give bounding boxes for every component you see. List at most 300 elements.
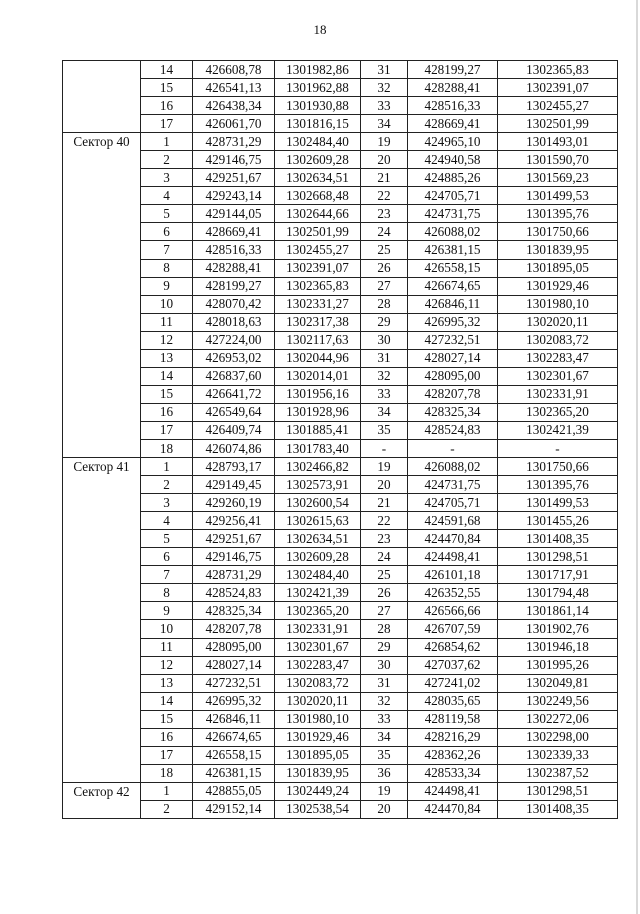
x-coordinate-cell: 426558,15 [193,746,275,764]
x-coordinate-2-cell: 428533,34 [408,764,498,782]
y-coordinate-cell: 1302600,54 [275,494,361,512]
x-coordinate-2-cell: 424498,41 [408,548,498,566]
point-number-2-cell: 25 [361,241,408,259]
table-row [63,421,618,439]
x-coordinate-2-cell: 424705,71 [408,494,498,512]
y-coordinate-cell: 1302301,67 [275,638,361,656]
table-row [63,782,618,800]
point-number-cell: 9 [141,277,193,295]
point-number-2-cell: 21 [361,494,408,512]
y-coordinate-2-cell: 1301750,66 [498,223,618,241]
y-coordinate-cell: 1302331,91 [275,620,361,638]
point-number-2-cell: 26 [361,584,408,602]
y-coordinate-2-cell: 1301499,53 [498,187,618,205]
y-coordinate-cell: 1302455,27 [275,241,361,259]
table-row [63,530,618,548]
point-number-cell: 12 [141,331,193,349]
x-coordinate-cell: 426953,02 [193,349,275,367]
x-coordinate-cell: 428731,29 [193,566,275,584]
point-number-cell: 4 [141,512,193,530]
y-coordinate-cell: 1302484,40 [275,133,361,151]
point-number-cell: 2 [141,151,193,169]
point-number-cell: 5 [141,205,193,223]
table-row [63,277,618,295]
y-coordinate-cell: 1302573,91 [275,476,361,494]
point-number-2-cell: 25 [361,566,408,584]
x-coordinate-cell: 428027,14 [193,656,275,674]
y-coordinate-2-cell: 1302020,11 [498,313,618,331]
y-coordinate-cell: 1302421,39 [275,584,361,602]
x-coordinate-cell: 426549,64 [193,403,275,421]
point-number-cell: 6 [141,223,193,241]
y-coordinate-2-cell: 1302501,99 [498,115,618,133]
point-number-2-cell: 35 [361,746,408,764]
point-number-cell: 17 [141,421,193,439]
point-number-cell: 17 [141,115,193,133]
x-coordinate-2-cell: 424965,10 [408,133,498,151]
x-coordinate-cell: 428199,27 [193,277,275,295]
point-number-cell: 5 [141,530,193,548]
point-number-cell: 16 [141,403,193,421]
x-coordinate-2-cell: 428362,26 [408,746,498,764]
point-number-2-cell: 24 [361,548,408,566]
point-number-cell: 3 [141,169,193,187]
point-number-cell: 4 [141,187,193,205]
point-number-cell: 17 [141,746,193,764]
y-coordinate-cell: 1301895,05 [275,746,361,764]
y-coordinate-cell: 1301929,46 [275,728,361,746]
point-number-2-cell: 30 [361,656,408,674]
y-coordinate-2-cell: 1302049,81 [498,674,618,692]
y-coordinate-2-cell: 1301569,23 [498,169,618,187]
point-number-2-cell: 28 [361,295,408,313]
y-coordinate-cell: 1301839,95 [275,764,361,782]
table-row [63,169,618,187]
x-coordinate-cell: 429243,14 [193,187,275,205]
x-coordinate-cell: 429149,45 [193,476,275,494]
y-coordinate-2-cell: 1302272,06 [498,710,618,728]
point-number-2-cell: 28 [361,620,408,638]
y-coordinate-cell: 1302083,72 [275,674,361,692]
table-row [63,151,618,169]
point-number-2-cell: 29 [361,638,408,656]
point-number-cell: 16 [141,97,193,115]
point-number-2-cell: 23 [361,205,408,223]
x-coordinate-cell: 426541,13 [193,79,275,97]
x-coordinate-2-cell: 426674,65 [408,277,498,295]
table-row [63,476,618,494]
x-coordinate-cell: 426409,74 [193,421,275,439]
y-coordinate-2-cell: 1301493,01 [498,133,618,151]
point-number-cell: 3 [141,494,193,512]
x-coordinate-cell: 428731,29 [193,133,275,151]
x-coordinate-cell: 428669,41 [193,223,275,241]
point-number-cell: 1 [141,782,193,800]
y-coordinate-2-cell: 1301861,14 [498,602,618,620]
point-number-cell: 11 [141,638,193,656]
x-coordinate-2-cell: 428325,34 [408,403,498,421]
x-coordinate-2-cell: 428524,83 [408,421,498,439]
x-coordinate-2-cell: 424731,75 [408,476,498,494]
y-coordinate-2-cell: 1302301,67 [498,367,618,385]
coordinates-table-body [63,61,618,819]
y-coordinate-2-cell: 1302083,72 [498,331,618,349]
x-coordinate-2-cell: 426707,59 [408,620,498,638]
x-coordinate-cell: 429146,75 [193,151,275,169]
x-coordinate-2-cell: 427037,62 [408,656,498,674]
point-number-cell: 7 [141,241,193,259]
y-coordinate-2-cell: 1301895,05 [498,259,618,277]
y-coordinate-2-cell: - [498,439,618,457]
y-coordinate-cell: 1302609,28 [275,548,361,566]
point-number-2-cell: 35 [361,421,408,439]
y-coordinate-cell: 1301982,86 [275,61,361,79]
y-coordinate-cell: 1301885,41 [275,421,361,439]
table-row [63,584,618,602]
page-number: 18 [313,22,327,37]
point-number-2-cell: 31 [361,349,408,367]
x-coordinate-2-cell: 428516,33 [408,97,498,115]
table-row [63,241,618,259]
x-coordinate-cell: 429152,14 [193,800,275,818]
y-coordinate-2-cell: 1302387,52 [498,764,618,782]
y-coordinate-2-cell: 1302298,00 [498,728,618,746]
y-coordinate-2-cell: 1301298,51 [498,548,618,566]
point-number-cell: 18 [141,764,193,782]
point-number-2-cell: 29 [361,313,408,331]
table-row [63,602,618,620]
point-number-2-cell: 20 [361,476,408,494]
y-coordinate-cell: 1302449,24 [275,782,361,800]
point-number-cell: 13 [141,674,193,692]
point-number-cell: 15 [141,710,193,728]
y-coordinate-2-cell: 1301408,35 [498,530,618,548]
x-coordinate-cell: 429251,67 [193,169,275,187]
x-coordinate-cell: 426074,86 [193,439,275,457]
x-coordinate-2-cell: 428095,00 [408,367,498,385]
x-coordinate-cell: 429146,75 [193,548,275,566]
point-number-cell: 15 [141,79,193,97]
y-coordinate-cell: 1301928,96 [275,403,361,421]
x-coordinate-2-cell: 424885,26 [408,169,498,187]
table-row [63,764,618,782]
x-coordinate-cell: 429260,19 [193,494,275,512]
y-coordinate-2-cell: 1302283,47 [498,349,618,367]
x-coordinate-2-cell: 424470,84 [408,530,498,548]
sector-label-cell [63,782,141,818]
x-coordinate-2-cell: 424470,84 [408,800,498,818]
point-number-2-cell: 22 [361,187,408,205]
sector-label: Сектор 42 [73,783,130,799]
x-coordinate-cell: 428855,05 [193,782,275,800]
table-row [63,97,618,115]
y-coordinate-cell: 1302466,82 [275,458,361,476]
point-number-2-cell: - [361,439,408,457]
y-coordinate-cell: 1302644,66 [275,205,361,223]
x-coordinate-2-cell: 426088,02 [408,458,498,476]
x-coordinate-cell: 426381,15 [193,764,275,782]
point-number-2-cell: 30 [361,331,408,349]
point-number-2-cell: 33 [361,97,408,115]
y-coordinate-2-cell: 1302421,39 [498,421,618,439]
y-coordinate-2-cell: 1301717,91 [498,566,618,584]
x-coordinate-2-cell: 428288,41 [408,79,498,97]
point-number-cell: 14 [141,367,193,385]
point-number-2-cell: 19 [361,133,408,151]
point-number-2-cell: 22 [361,512,408,530]
point-number-2-cell: 32 [361,79,408,97]
point-number-cell: 10 [141,295,193,313]
x-coordinate-2-cell: 426995,32 [408,313,498,331]
x-coordinate-cell: 428018,63 [193,313,275,331]
table-row [63,331,618,349]
point-number-cell: 7 [141,566,193,584]
point-number-2-cell: 33 [361,710,408,728]
y-coordinate-cell: 1302020,11 [275,692,361,710]
point-number-2-cell: 31 [361,674,408,692]
point-number-cell: 11 [141,313,193,331]
y-coordinate-2-cell: 1301499,53 [498,494,618,512]
x-coordinate-cell: 428793,17 [193,458,275,476]
x-coordinate-2-cell: 428207,78 [408,385,498,403]
x-coordinate-cell: 428288,41 [193,259,275,277]
table-row [63,710,618,728]
x-coordinate-2-cell: 424705,71 [408,187,498,205]
y-coordinate-2-cell: 1301750,66 [498,458,618,476]
y-coordinate-cell: 1302634,51 [275,530,361,548]
point-number-2-cell: 27 [361,602,408,620]
point-number-cell: 8 [141,259,193,277]
table-row [63,133,618,151]
y-coordinate-2-cell: 1301395,76 [498,476,618,494]
x-coordinate-2-cell: 426352,55 [408,584,498,602]
y-coordinate-cell: 1301980,10 [275,710,361,728]
y-coordinate-cell: 1302331,27 [275,295,361,313]
x-coordinate-2-cell: - [408,439,498,457]
x-coordinate-2-cell: 428035,65 [408,692,498,710]
table-row [63,403,618,421]
table-row [63,385,618,403]
x-coordinate-2-cell: 424731,75 [408,205,498,223]
point-number-2-cell: 36 [361,764,408,782]
table-row [63,746,618,764]
y-coordinate-2-cell: 1301929,46 [498,277,618,295]
y-coordinate-2-cell: 1301455,26 [498,512,618,530]
y-coordinate-cell: 1302117,63 [275,331,361,349]
y-coordinate-cell: 1302014,01 [275,367,361,385]
y-coordinate-2-cell: 1301902,76 [498,620,618,638]
x-coordinate-2-cell: 428216,29 [408,728,498,746]
point-number-2-cell: 19 [361,782,408,800]
table-row [63,458,618,476]
y-coordinate-cell: 1302501,99 [275,223,361,241]
y-coordinate-2-cell: 1301946,18 [498,638,618,656]
point-number-cell: 16 [141,728,193,746]
y-coordinate-cell: 1302484,40 [275,566,361,584]
y-coordinate-2-cell: 1302339,33 [498,746,618,764]
y-coordinate-2-cell: 1302365,20 [498,403,618,421]
x-coordinate-2-cell: 428199,27 [408,61,498,79]
table-row [63,674,618,692]
y-coordinate-2-cell: 1301980,10 [498,295,618,313]
x-coordinate-cell: 428207,78 [193,620,275,638]
table-row [63,728,618,746]
table-row [63,566,618,584]
point-number-cell: 13 [141,349,193,367]
y-coordinate-cell: 1301930,88 [275,97,361,115]
x-coordinate-2-cell: 424591,68 [408,512,498,530]
sector-label-cell [63,133,141,458]
y-coordinate-2-cell: 1301590,70 [498,151,618,169]
x-coordinate-cell: 427224,00 [193,331,275,349]
x-coordinate-2-cell: 426101,18 [408,566,498,584]
x-coordinate-cell: 428516,33 [193,241,275,259]
x-coordinate-cell: 426995,32 [193,692,275,710]
y-coordinate-2-cell: 1302249,56 [498,692,618,710]
point-number-cell: 2 [141,800,193,818]
y-coordinate-2-cell: 1301839,95 [498,241,618,259]
x-coordinate-cell: 426608,78 [193,61,275,79]
x-coordinate-2-cell: 426381,15 [408,241,498,259]
coordinates-table [62,60,618,819]
point-number-2-cell: 32 [361,367,408,385]
x-coordinate-cell: 426837,60 [193,367,275,385]
table-row [63,512,618,530]
point-number-cell: 14 [141,692,193,710]
table-row [63,79,618,97]
point-number-cell: 14 [141,61,193,79]
table-row [63,223,618,241]
point-number-cell: 2 [141,476,193,494]
point-number-2-cell: 34 [361,115,408,133]
x-coordinate-2-cell: 426854,62 [408,638,498,656]
table-row [63,494,618,512]
table-row [63,548,618,566]
x-coordinate-cell: 428325,34 [193,602,275,620]
y-coordinate-cell: 1301783,40 [275,439,361,457]
x-coordinate-2-cell: 424940,58 [408,151,498,169]
x-coordinate-cell: 427232,51 [193,674,275,692]
y-coordinate-2-cell: 1302331,91 [498,385,618,403]
point-number-2-cell: 24 [361,223,408,241]
x-coordinate-2-cell: 427241,02 [408,674,498,692]
sector-label-cell [63,61,141,133]
table-row [63,205,618,223]
x-coordinate-cell: 428095,00 [193,638,275,656]
table-row [63,620,618,638]
point-number-2-cell: 32 [361,692,408,710]
x-coordinate-2-cell: 426558,15 [408,259,498,277]
y-coordinate-2-cell: 1301408,35 [498,800,618,818]
point-number-2-cell: 27 [361,277,408,295]
y-coordinate-cell: 1302391,07 [275,259,361,277]
table-row [63,638,618,656]
y-coordinate-cell: 1302365,20 [275,602,361,620]
x-coordinate-2-cell: 427232,51 [408,331,498,349]
y-coordinate-cell: 1302317,38 [275,313,361,331]
table-row [63,295,618,313]
sector-label: Сектор 41 [73,459,130,475]
point-number-cell: 1 [141,458,193,476]
x-coordinate-cell: 428524,83 [193,584,275,602]
table-row [63,349,618,367]
x-coordinate-2-cell: 426088,02 [408,223,498,241]
point-number-2-cell: 34 [361,728,408,746]
y-coordinate-cell: 1302538,54 [275,800,361,818]
point-number-cell: 8 [141,584,193,602]
y-coordinate-cell: 1301816,15 [275,115,361,133]
sector-label-cell [63,458,141,783]
point-number-2-cell: 20 [361,151,408,169]
x-coordinate-2-cell: 428119,58 [408,710,498,728]
x-coordinate-cell: 426846,11 [193,710,275,728]
y-coordinate-cell: 1302634,51 [275,169,361,187]
x-coordinate-cell: 426641,72 [193,385,275,403]
point-number-2-cell: 26 [361,259,408,277]
point-number-cell: 15 [141,385,193,403]
table-row [63,367,618,385]
y-coordinate-2-cell: 1301995,26 [498,656,618,674]
y-coordinate-cell: 1301962,88 [275,79,361,97]
x-coordinate-cell: 429144,05 [193,205,275,223]
x-coordinate-cell: 429251,67 [193,530,275,548]
y-coordinate-cell: 1302365,83 [275,277,361,295]
y-coordinate-cell: 1302615,63 [275,512,361,530]
point-number-2-cell: 19 [361,458,408,476]
x-coordinate-cell: 426061,70 [193,115,275,133]
y-coordinate-cell: 1302609,28 [275,151,361,169]
table-row [63,61,618,79]
x-coordinate-cell: 426438,34 [193,97,275,115]
x-coordinate-cell: 428070,42 [193,295,275,313]
point-number-2-cell: 33 [361,385,408,403]
x-coordinate-cell: 429256,41 [193,512,275,530]
table-row [63,259,618,277]
point-number-cell: 6 [141,548,193,566]
x-coordinate-2-cell: 426846,11 [408,295,498,313]
page-edge [636,0,638,914]
point-number-cell: 18 [141,439,193,457]
y-coordinate-cell: 1301956,16 [275,385,361,403]
x-coordinate-2-cell: 428669,41 [408,115,498,133]
y-coordinate-2-cell: 1301298,51 [498,782,618,800]
y-coordinate-cell: 1302283,47 [275,656,361,674]
x-coordinate-2-cell: 424498,41 [408,782,498,800]
table-row [63,439,618,457]
point-number-cell: 1 [141,133,193,151]
sector-label: Сектор 40 [73,134,130,150]
y-coordinate-2-cell: 1301395,76 [498,205,618,223]
point-number-2-cell: 34 [361,403,408,421]
table-row [63,656,618,674]
x-coordinate-2-cell: 428027,14 [408,349,498,367]
y-coordinate-cell: 1302668,48 [275,187,361,205]
y-coordinate-2-cell: 1302455,27 [498,97,618,115]
table-row [63,187,618,205]
point-number-2-cell: 23 [361,530,408,548]
y-coordinate-2-cell: 1302391,07 [498,79,618,97]
x-coordinate-2-cell: 426566,66 [408,602,498,620]
y-coordinate-2-cell: 1301794,48 [498,584,618,602]
point-number-cell: 9 [141,602,193,620]
table-row [63,692,618,710]
point-number-2-cell: 21 [361,169,408,187]
x-coordinate-cell: 426674,65 [193,728,275,746]
table-row [63,800,618,818]
point-number-cell: 10 [141,620,193,638]
y-coordinate-cell: 1302044,96 [275,349,361,367]
point-number-cell: 12 [141,656,193,674]
